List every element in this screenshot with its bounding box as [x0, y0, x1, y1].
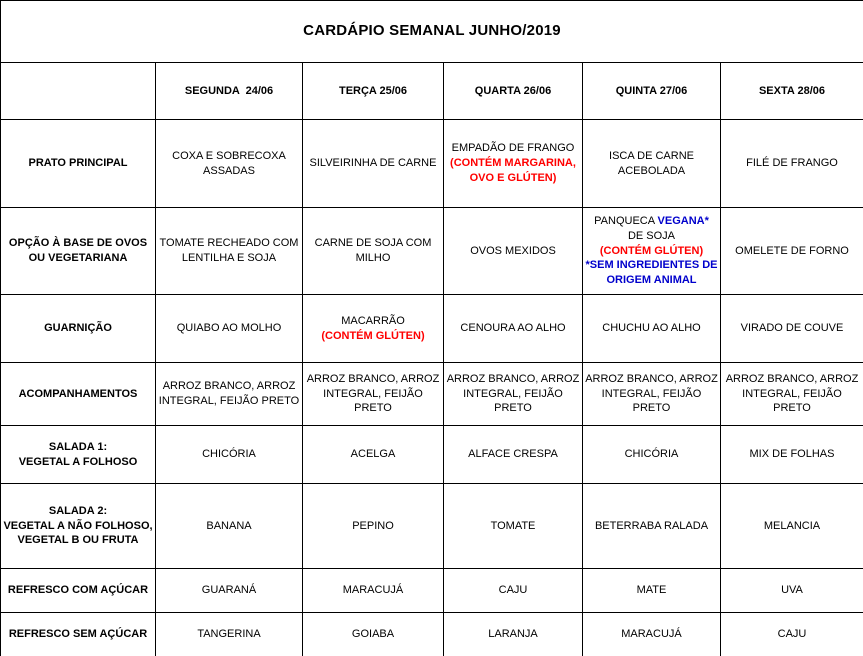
menu-cell	[583, 208, 721, 295]
menu-cell	[583, 120, 721, 208]
day-header-cell: SEXTA 28/06	[721, 63, 863, 120]
cell-line: ISCA DE CARNE ACEBOLADA	[609, 149, 697, 177]
cell-line: ARROZ BRANCO, ARROZ INTEGRAL, FEIJÃO PRETO	[725, 372, 862, 415]
cell-line: MELANCIA	[763, 519, 821, 532]
cell-line: (CONTÉM GLÚTEN)	[321, 329, 425, 342]
cell-line: LARANJA	[488, 628, 538, 641]
day-header-cell: QUARTA 26/06	[444, 63, 583, 120]
cell-line: UVA	[781, 584, 803, 597]
cell-line: REFRESCO COM AÇÚCAR	[7, 584, 149, 597]
cell-line: EMPADÃO DE FRANGO	[451, 142, 575, 155]
cell-line: OMELETE DE FORNO	[735, 244, 849, 257]
menu-cell	[721, 363, 863, 426]
menu-cell	[156, 295, 303, 363]
row-label-cell	[1, 120, 156, 208]
day-header-cell: QUINTA 27/06	[583, 63, 721, 120]
cell-line: GUARNIÇÃO	[44, 322, 112, 335]
menu-cell	[156, 208, 303, 295]
menu-cell	[156, 363, 303, 426]
menu-cell	[444, 363, 583, 426]
cell-line: TANGERINA	[197, 628, 261, 641]
cell-line: (CONTÉM GLÚTEN)	[599, 244, 704, 257]
cell-line: MARACUJÁ	[342, 584, 404, 597]
menu-cell	[303, 484, 444, 569]
menu-cell	[303, 613, 444, 656]
cell-line: ARROZ BRANCO, ARROZ INTEGRAL, FEIJÃO PRETO	[158, 380, 300, 407]
menu-cell	[583, 363, 721, 426]
menu-cell	[156, 613, 303, 656]
cell-line: REFRESCO SEM AÇÚCAR	[8, 628, 148, 641]
menu-cell	[444, 295, 583, 363]
menu-cell	[444, 426, 583, 484]
menu-cell	[303, 426, 444, 484]
cell-line: QUIABO AO MOLHO	[176, 322, 282, 335]
title-row	[1, 1, 863, 63]
cell-line: MIX DE FOLHAS	[749, 448, 835, 461]
cell-line: CAJU	[777, 628, 807, 641]
table-row	[1, 484, 863, 569]
menu-cell	[444, 208, 583, 295]
menu-cell	[156, 120, 303, 208]
menu-cell	[583, 295, 721, 363]
page-title: CARDÁPIO SEMANAL JUNHO/2019	[1, 1, 863, 63]
menu-cell	[303, 120, 444, 208]
menu-cell	[156, 569, 303, 613]
menu-cell	[721, 613, 863, 656]
cell-line: VEGETAL A NÃO FOLHOSO,	[3, 519, 153, 532]
menu-cell	[444, 613, 583, 656]
menu-cell	[721, 208, 863, 295]
menu-cell	[303, 363, 444, 426]
table-row	[1, 295, 863, 363]
corner-cell	[1, 63, 156, 120]
table-row	[1, 120, 863, 208]
row-label-cell	[1, 295, 156, 363]
row-label-cell	[1, 363, 156, 426]
cell-line: SILVEIRINHA DE CARNE	[309, 157, 437, 170]
cell-line: BETERRABA RALADA	[594, 519, 709, 532]
cell-line: CARNE DE SOJA COM MILHO	[314, 237, 435, 264]
row-label-cell	[1, 426, 156, 484]
menu-cell	[583, 613, 721, 656]
cell-line: OVOS MEXIDOS	[470, 244, 556, 257]
row-label-cell	[1, 484, 156, 569]
menu-cell	[156, 426, 303, 484]
cell-line: SALADA 2:	[48, 504, 108, 517]
cell-line: PANQUECA VEGANA* DE SOJA	[594, 214, 712, 242]
table-row	[1, 426, 863, 484]
cell-line: ALFACE CRESPA	[468, 448, 558, 461]
cell-line: TOMATE	[490, 519, 536, 532]
cell-line: FILÉ DE FRANGO	[746, 157, 838, 170]
day-header-cell: TERÇA 25/06	[303, 63, 444, 120]
menu-cell	[583, 569, 721, 613]
menu-cell	[303, 295, 444, 363]
cell-line: ARROZ BRANCO, ARROZ INTEGRAL, FEIJÃO PRETO	[446, 372, 583, 415]
cell-line: GUARANÁ	[201, 584, 257, 597]
menu-cell	[303, 569, 444, 613]
cell-line: SALADA 1:	[48, 440, 108, 453]
menu-cell	[721, 120, 863, 208]
cell-line: MATE	[636, 584, 667, 597]
cell-line: CHUCHU AO ALHO	[602, 322, 701, 335]
table-row	[1, 569, 863, 613]
table-row	[1, 613, 863, 656]
cell-line: PEPINO	[352, 519, 394, 532]
menu-cell	[583, 484, 721, 569]
cell-line: MACARRÃO	[341, 314, 405, 327]
cell-line: CAJU	[498, 584, 528, 597]
cell-line: ACOMPANHAMENTOS	[18, 387, 138, 400]
menu-cell	[303, 208, 444, 295]
cell-line: ARROZ BRANCO, ARROZ INTEGRAL, FEIJÃO PRETO	[306, 372, 443, 415]
cell-line: VEGETAL A FOLHOSO	[18, 455, 138, 468]
cell-line: VIRADO DE COUVE	[740, 322, 844, 335]
cell-line: OPÇÃO À BASE DE OVOS OU VEGETARIANA	[8, 237, 151, 264]
menu-cell	[444, 120, 583, 208]
table-row	[1, 208, 863, 295]
cell-line: PRATO PRINCIPAL	[28, 157, 128, 170]
row-label-cell	[1, 569, 156, 613]
menu-cell	[721, 426, 863, 484]
day-header-cell: SEGUNDA 24/06	[156, 63, 303, 120]
day-header-row	[1, 63, 863, 120]
cell-line: TOMATE RECHEADO COM LENTILHA E SOJA	[159, 237, 302, 264]
cell-line: CHICÓRIA	[624, 448, 679, 461]
menu-cell	[444, 484, 583, 569]
cell-line: VEGETAL B OU FRUTA	[17, 534, 139, 547]
cell-line: COXA E SOBRECOXA ASSADAS	[172, 149, 289, 177]
table-row	[1, 363, 863, 426]
row-label-cell	[1, 613, 156, 656]
cell-line: *SEM INGREDIENTES DE ORIGEM ANIMAL	[585, 259, 721, 287]
cell-line: CHICÓRIA	[202, 448, 256, 461]
cell-line: ACELGA	[350, 448, 396, 461]
menu-cell	[721, 484, 863, 569]
cell-line: MARACUJÁ	[621, 628, 682, 641]
cell-line: (CONTÉM MARGARINA, OVO E GLÚTEN)	[450, 157, 579, 184]
menu-cell	[721, 569, 863, 613]
row-label-cell	[1, 208, 156, 295]
menu-cell	[721, 295, 863, 363]
menu-cell	[583, 426, 721, 484]
cell-line: GOIABA	[351, 628, 395, 641]
cell-line: CENOURA AO ALHO	[460, 322, 566, 335]
cell-line: BANANA	[206, 519, 252, 532]
menu-cell	[444, 569, 583, 613]
menu-cell	[156, 484, 303, 569]
cell-line: ARROZ BRANCO, ARROZ INTEGRAL, FEIJÃO PRETO	[585, 372, 721, 415]
